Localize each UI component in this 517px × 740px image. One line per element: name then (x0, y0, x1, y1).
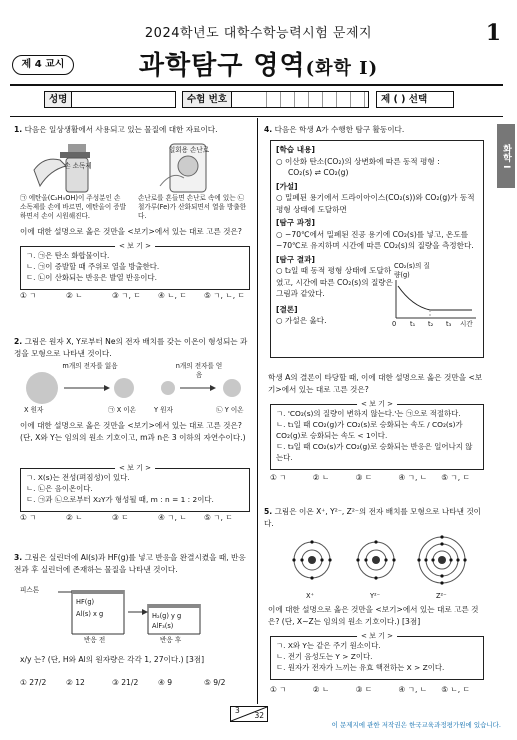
q3-figure (20, 580, 248, 646)
q5-item: ㄱ. X와 Y는 같은 주기 원소이다. (276, 641, 381, 650)
q2-label: X 원자 (24, 406, 44, 414)
q5-label: Y²⁻ (370, 592, 381, 600)
q3-before-content: HF(g) (76, 598, 95, 606)
q5-model-x (292, 540, 331, 579)
q4-box (270, 400, 484, 470)
q4-sec-title: [가설] (276, 181, 298, 191)
question-4 (264, 124, 484, 136)
q2-item: ㄴ. ㉡은 음이온이다. (26, 484, 93, 493)
q5-model-z (417, 535, 466, 584)
q1-img-b-label: 일회용 손난로 (168, 146, 210, 154)
q1-img-a-caption: ㉠ 에탄올(C₂H₅OH)이 주성분인 손 소독제를 손에 바르면, 에탄올이 증발하면서 손이 시원해진다. (20, 194, 127, 220)
q1-item: ㄷ. ㉡이 산화되는 반응은 발열 반응이다. (26, 273, 157, 282)
q2-figure (20, 362, 248, 418)
q4-sec-title: [결론] (276, 304, 298, 314)
q1-box (20, 242, 250, 290)
q4-sec-title: [탐구 결과] (276, 254, 315, 264)
subject-main: 과학탐구 영역 (138, 51, 306, 81)
select-field[interactable] (376, 91, 454, 108)
q5-electron-models (284, 534, 474, 594)
q1-choice[interactable]: ⑤ ㄱ, ㄴ, ㄷ (204, 291, 245, 300)
question-1 (14, 124, 250, 136)
q5-label: X⁺ (306, 592, 314, 600)
q4-stem: 다음은 학생 A가 수행한 탐구 활동이다. (274, 125, 405, 134)
page-total: 32 (254, 711, 264, 720)
q4-sec-line: ○ −70℃에서 밀폐된 진공 용기에 CO₂(s)를 넣고, 온도를 −70℃로 유지하며 시간에 따른 CO₂(s)의 질량을 측정한다. (276, 229, 474, 250)
q3-stem: 그림은 실린더에 Al(s)과 HF(g)를 넣고 반응을 완결시켰을 때, 반응 전과 후 실린더에 존재하는 물질을 나타낸 것이다. (14, 553, 246, 574)
q4-choice[interactable]: ① ㄱ (270, 473, 287, 482)
q1-box-caption: < 보 기 > (115, 241, 155, 251)
q1-choices (20, 290, 250, 301)
q2-stem: 그림은 원자 X, Y로부터 Ne의 전자 배치를 갖는 이온이 형성되는 과정을 모형으로 나타낸 것이다. (14, 337, 248, 358)
q4-choice[interactable]: ② ㄴ (312, 473, 330, 482)
q4-item: ㄱ. 'CO₂(s)의 질량이 변하지 않는다.'는 ㉠으로 적절하다. (276, 409, 461, 418)
q4-ask: 학생 A의 결론이 타당할 때, 이에 대한 설명으로 옳은 것만을 <보기>에서 있는 대로 고른 것은? (268, 373, 483, 394)
name-field[interactable] (44, 91, 176, 108)
select-label: 제 ( ) 선택 (377, 92, 431, 107)
q2-choice[interactable]: ② ㄴ (66, 513, 83, 522)
column-divider (257, 118, 258, 704)
q5-ask: 이에 대한 설명으로 옳은 것만을 <보기>에서 있는 대로 고른 것은? (단, X~Z는 임의의 원소 기호이다.) [3점] (268, 605, 479, 626)
page-number: 1 (485, 20, 501, 46)
q5-label: Z²⁻ (436, 592, 447, 600)
q5-box (270, 632, 484, 680)
q3-before-label: 반응 전 (84, 636, 106, 644)
q2-box (20, 464, 250, 512)
q5-choice[interactable]: ④ ㄱ, ㄴ (398, 685, 428, 694)
q3-before-content: Al(s) x g (76, 610, 104, 618)
id-boxes (253, 92, 367, 107)
q5-choice[interactable]: ⑤ ㄴ, ㄷ (441, 685, 470, 694)
q3-after-label: 반응 후 (160, 636, 182, 644)
q5-choices (270, 684, 484, 695)
column-rule (10, 116, 503, 117)
q1-item: ㄴ. ㉠이 증발할 때 주위로 열을 방출한다. (26, 262, 160, 271)
q5-choice[interactable]: ③ ㄷ (355, 685, 373, 694)
session-badge: 제 4 교시 (12, 55, 74, 75)
q5-number: 5. (264, 507, 273, 516)
q3-choice[interactable]: ④ 9 (158, 678, 173, 687)
q4-item: ㄷ. t₃일 때 CO₂(s)가 CO₂(g)로 승화되는 반응은 일어나지 않는다. (276, 442, 473, 462)
q1-choice[interactable]: ④ ㄴ, ㄷ (158, 291, 187, 300)
q1-stem: 다음은 일상생활에서 사용되고 있는 물질에 대한 자료이다. (24, 125, 218, 134)
q4-sec-title: [탐구 과정] (276, 218, 315, 227)
id-field[interactable] (182, 91, 369, 108)
q4-graph-tick: t₂ (428, 320, 434, 328)
q5-box-caption: < 보 기 > (357, 631, 397, 641)
q3-after-content: AlF₃(s) (152, 622, 174, 630)
q3-choices (20, 678, 250, 687)
q3-piston-label: 피스톤 (20, 586, 40, 594)
q5-item: ㄴ. 전기 음성도는 Y > Z이다. (276, 652, 373, 661)
q2-label: Y 원자 (154, 406, 173, 414)
q1-choice[interactable]: ① ㄱ (20, 291, 37, 300)
q4-graph-tick: t₃ (446, 320, 452, 328)
q4-choice[interactable]: ③ ㄷ (355, 473, 373, 482)
q4-graph-tick: t₁ (410, 320, 416, 328)
q2-item: ㄱ. X(s)는 전성(펴짐성)이 있다. (26, 473, 130, 482)
name-label: 성명 (45, 92, 72, 107)
q4-sec-line: ○ 이산화 탄소(CO₂)의 상변화에 따른 동적 평형 : (276, 156, 440, 166)
q5-item: ㄷ. 원자가 전자가 느끼는 유효 핵전하는 X > Z이다. (276, 663, 445, 672)
q2-choice[interactable]: ④ ㄱ, ㄴ (158, 513, 187, 522)
q4-choice[interactable]: ⑤ ㄱ, ㄷ (441, 473, 470, 482)
q2-box-caption: < 보 기 > (115, 463, 155, 473)
q4-choices (270, 472, 484, 483)
q2-number: 2. (14, 337, 23, 346)
q5-figure (284, 534, 474, 594)
q1-ask: 이에 대한 설명으로 옳은 것만을 <보기>에서 있는 대로 고른 것은? (20, 227, 242, 236)
exam-title: 2024학년도 대학수학능력시험 문제지 (144, 26, 373, 41)
q2-choices (20, 512, 250, 523)
q1-figure (20, 140, 248, 220)
q5-choice[interactable]: ② ㄴ (312, 685, 330, 694)
page-indicator (230, 706, 268, 722)
q4-graph-tick: 0 (392, 320, 397, 328)
question-5 (264, 506, 484, 529)
q2-label: ㉡ Y 이온 (216, 406, 244, 414)
q4-graph-tick: 시간 (460, 320, 473, 328)
q3-ask: x/y 는? (단, H와 Al의 원자량은 각각 1, 27이다.) [3점] (20, 655, 205, 664)
question-2 (14, 336, 250, 359)
side-tab: 화학 I (497, 124, 515, 188)
q5-model-y (356, 540, 395, 579)
q1-number: 1. (14, 125, 23, 134)
q2-choice[interactable]: ① ㄱ (20, 513, 37, 522)
q3-choice[interactable]: ② 12 (66, 678, 85, 687)
q2-arrow-b-label: n개의 전자를 얻음 (175, 362, 223, 379)
q1-img-b-caption: 손난로를 흔들면 손난로 속에 있는 ㉡ 철가루(Fe)가 산화되면서 열을 방출한다. (138, 194, 247, 220)
copyright-note: 이 문제지에 관한 저작권은 한국교육과정평가원에 있습니다. (331, 721, 501, 729)
q2-ask: 이에 대한 설명으로 옳은 것만을 <보기>에서 있는 대로 고른 것은? (단, X와 Y는 임의의 원소 기호이고, m과 n은 3 이하의 자연수이다.) (20, 421, 246, 442)
q4-sec-line: ○ t₂일 때 동적 평형 상태에 도달하였고, 시간에 따른 CO₂(s)의 질량은 그림과 같았다. (276, 266, 393, 298)
q1-choice[interactable]: ③ ㄱ, ㄷ (112, 291, 141, 300)
q3-cylinders (20, 580, 248, 646)
id-label: 수험 번호 (183, 92, 232, 107)
q2-choice[interactable]: ⑤ ㄱ, ㄷ (204, 513, 233, 522)
q4-equation: CO₂(s) ⇌ CO₂(g) (288, 168, 349, 177)
subject-sub: (화학 I) (305, 58, 379, 79)
q4-choice[interactable]: ④ ㄱ, ㄴ (398, 473, 428, 482)
q2-choice[interactable]: ③ ㄷ (112, 513, 129, 522)
q4-graph (384, 262, 480, 332)
q3-choice[interactable]: ① 27/2 (20, 678, 47, 687)
q1-img-a-label: 손 소독제 (64, 162, 92, 170)
q4-box-caption: < 보 기 > (357, 399, 397, 409)
q4-sec-line: ○ 밀폐된 용기에서 드라이아이스(CO₂(s))와 CO₂(g)가 동적 평형 상태에 도달하면 (276, 193, 475, 214)
q3-choice[interactable]: ③ 21/2 (112, 678, 139, 687)
q4-item: ㄴ. t₁일 때 CO₂(g)가 CO₂(s)로 승화되는 속도 / CO₂(s)가 CO₂(g)로 승화되는 속도 < 1이다. (276, 420, 463, 440)
q5-choice[interactable]: ① ㄱ (270, 685, 287, 694)
q1-choice[interactable]: ② ㄴ (66, 291, 83, 300)
student-info-row (44, 91, 454, 108)
q3-choice[interactable]: ⑤ 9/2 (204, 678, 226, 687)
q5-stem: 그림은 이온 X⁺, Y²⁻, Z²⁻의 전자 배치를 모형으로 나타낸 것이다. (264, 507, 482, 528)
q4-graph-ylabel: CO₂(s)의 질량(g) (394, 262, 430, 279)
subject-title (0, 45, 517, 82)
question-3 (14, 552, 250, 575)
page-current: 3 (235, 706, 240, 715)
q2-item: ㄷ. ㉠과 ㉡으로부터 X₂Y가 형성될 때, m : n = 1 : 2이다. (26, 495, 214, 504)
q4-sec-title: [학습 내용] (276, 145, 315, 154)
q3-after-content: H₂(g) y g (152, 612, 182, 620)
header-rule (10, 84, 503, 86)
q2-label: ㉠ X 이온 (108, 406, 137, 414)
q4-number: 4. (264, 125, 273, 134)
q2-arrow-a-label: m개의 전자를 잃음 (62, 362, 118, 370)
q3-number: 3. (14, 553, 23, 562)
q4-sec-line: ○ 가설은 옳다. (276, 316, 327, 325)
q1-item: ㄱ. ㉠은 탄소 화합물이다. (26, 251, 110, 260)
